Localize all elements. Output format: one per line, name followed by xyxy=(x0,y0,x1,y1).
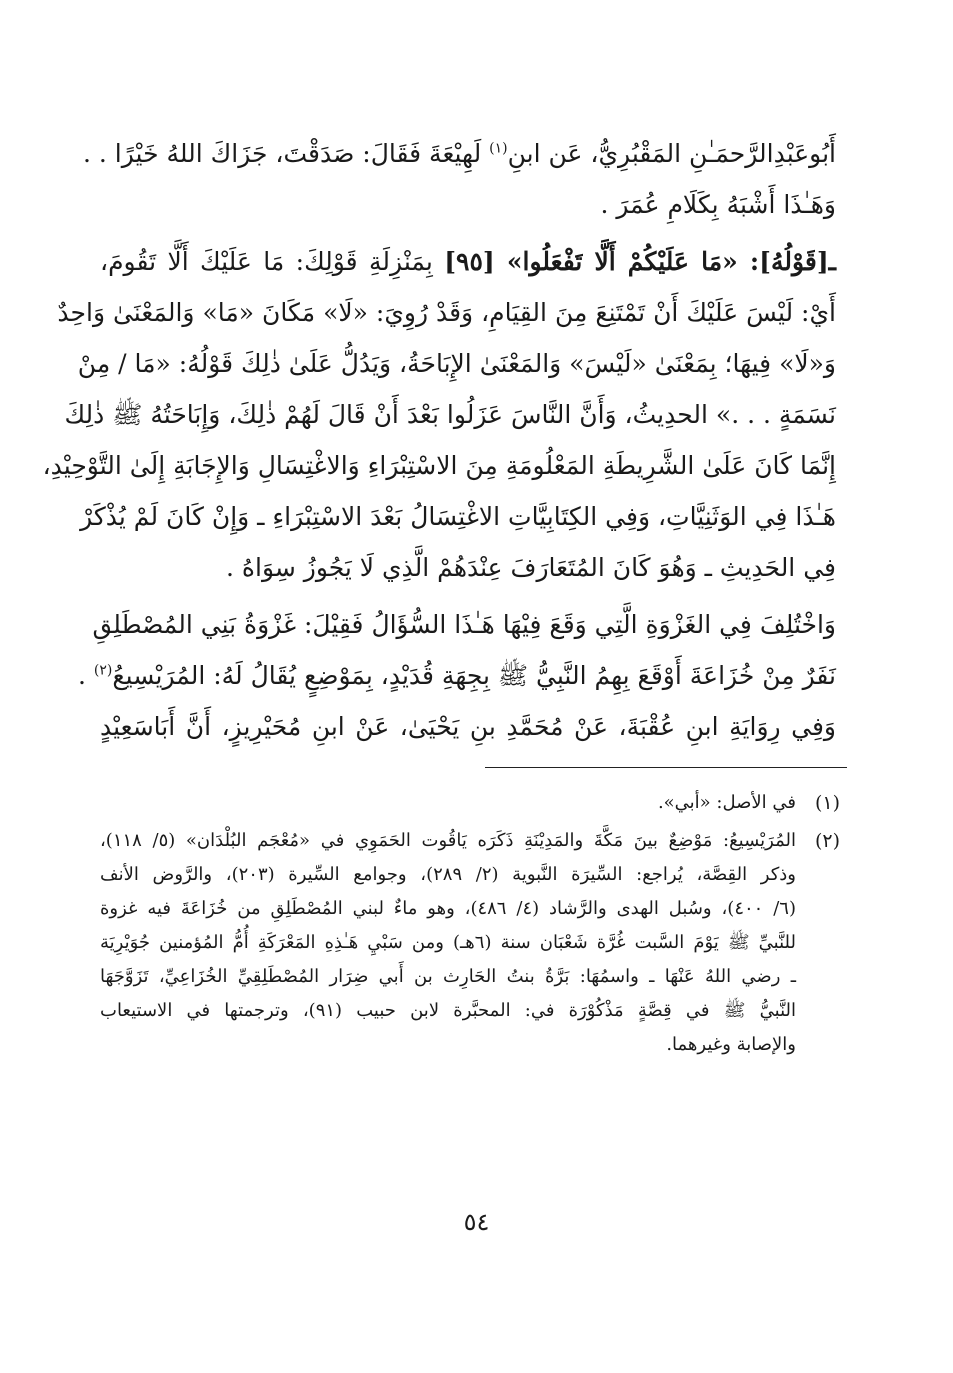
text-line-3-end: بِمَنْزِلَةِ قَوْلِكَ: مَا عَلَيْكَ أَلَّا تَقُومَ، xyxy=(100,247,445,276)
text-line-1 xyxy=(83,128,836,179)
footnote-2 xyxy=(100,824,840,1062)
page-number: ٥٤ xyxy=(463,1208,490,1236)
footnote-2-line-3: (٦/ ٤٠٠)، وسُبل الهدى والرَّشاد (٤/ ٤٨٦)، وهو ماءٌ لبني المُصْطَلِقِ من خُزَاعَةَ فيه غزوة xyxy=(100,898,796,919)
text-line-5: وَ«لَا» فِيهَا؛ بِمَعْنَىٰ «لَيْسَ» وَالمَعْنَىٰ الإِبَاحَةُ، وَيَدُلُّ عَلَىٰ ذٰلِكَ قَوْلُهُ: «مَا / مِنْ xyxy=(77,349,836,378)
footnote-1-number: (١) xyxy=(814,792,840,814)
text-line-11-end: . xyxy=(77,661,94,690)
text-line-2: وَهَـٰذَا أَشْبَهُ بِكَلَامِ عُمَرَ . xyxy=(600,190,836,219)
text-line-1-end: لَهِيْعَةَ فَقَالَ: صَدَقْتَ، جَزَاكَ اللهُ خَيْرًا . . xyxy=(83,139,490,168)
quoted-phrase: ـ[قَوْلُهُ]: «مَا عَلَيْكُمْ أَلَّا تَفْعَلُوا» [٩٥] xyxy=(444,247,837,276)
text-line-9: فِي الحَدِيثِ ـ وَهُوَ كَانَ المُتَعَارَفَ عِنْدَهُمْ الَّذِي لَا يَجُوزُ سِوَاهُ . xyxy=(226,553,836,582)
footnote-2-line-2: وذكر القِصَّة، يُراجع: السِّيرَة النَّبوية (٢/ ٢٨٩)، وجوامع السِّيرة (٢٠٣)، والرَّوض الأنف xyxy=(100,864,797,885)
text-line-12: وَفِي رِوَايَةِ ابنِ عُقْبَةَ، عَنْ مُحَمَّدِ بنِ يَحْيَىٰ، عَنْ ابنِ مُحَيْرِيزٍ، أَنَّ أَبَاسَعِيْدٍ xyxy=(100,712,836,741)
text-line-10: وَاخْتُلِفَ فِي الغَزْوَةِ الَّتِي وَقَعَ فِيْهَا هَـٰذَا السُّؤَالُ فَقِيْلَ: غَزْوَةُ بَنِي المُصْطَلِقِ xyxy=(92,610,836,639)
text-line-11-start: نَفَرٌ مِنْ خُزَاعَةَ أَوْقَعَ بِهِمُ النَّبِيُّ ﷺ بِجِهَةِ قُدَيْدٍ، بِمَوْضِعٍ يُقَالُ لَهُ: المُرَيْسِيعُ xyxy=(112,661,836,690)
footnotes-block xyxy=(100,786,840,1066)
text-line-3 xyxy=(100,236,836,287)
footnote-ref-1: (١) xyxy=(489,140,508,157)
main-text-block xyxy=(42,128,837,752)
footnote-separator xyxy=(485,767,847,768)
text-line-6: نَسَمَةٍ . . .» الحدِيثُ، وَأَنَّ النَّاسَ عَزَلُوا بَعْدَ أَنْ قَالَ لَهُمْ ذٰلِكَ، وَإِبَاحَتُهُ ﷺ ذٰلِكَ xyxy=(64,400,836,429)
footnote-2-line-4: للنَّبيِّ ﷺ يَوْمَ السَّبت غُرَّة شَعْبَان سنة (٦هـ) ومن سَبْيِ هَـٰذِهِ المَعْرَكَةِ أُمُّ المُؤمنين جُوَيْرِيَة xyxy=(100,932,796,953)
text-line-4: أَيْ: لَيْسَ عَلَيْكَ أَنْ تَمْتَنِعَ مِنَ القِيَامِ، وَقَدْ رُوِيَ: «لَا» مَكَانَ «مَا» وَالمَعْنَىٰ وَاحِدٌ xyxy=(57,298,836,327)
footnote-1-line-1: في الأصل: «أبي». xyxy=(657,792,796,813)
footnote-ref-2: (٢) xyxy=(93,662,113,679)
footnote-2-line-7: والإصابة وغيرهما. xyxy=(666,1034,796,1055)
footnote-2-line-6: النَّبيُّ ﷺ في قِصَّةٍ مَذْكُوْرَة في: المحبَّرة لابن حبيب (٩١)، وترجمتها في الاستيعاب xyxy=(100,1000,796,1021)
text-line-8: هَـٰذَا فِي الوَثَنِيَّاتِ، وَفِي الكِتَابِيَّاتِ الاغْتِسَالُ بَعْدَ الاسْتِبْرَاءِ ـ وَإِنْ كَانَ لَمْ يُذْكَرْ xyxy=(80,502,836,531)
text-line-7: إِنَّمَا كَانَ عَلَىٰ الشَّرِيطَةِ المَعْلُومَةِ مِنَ الاسْتِبْرَاءِ وَالاغْتِسَالِ وَالإِجَابَةِ إِلَىٰ التَّوْحِيْدِ، xyxy=(42,451,836,480)
footnote-1 xyxy=(100,786,840,820)
text-line-1-start: أَبُوعَبْدِالرَّحمَـٰنِ المَقْبُرِيُّ، عَن ابنِ xyxy=(507,139,836,168)
footnote-2-line-5: ـ رضي اللهُ عَنْهَا ـ واسمُهَا: بَرَّةُ بنتُ الحَارِث بن أَبي ضِرَار المُصْطَلِقِيِّ الخُزَاعِيِّ، تَزَوَّجَهَا xyxy=(100,966,796,987)
footnote-2-number: (٢) xyxy=(814,830,840,852)
text-line-11 xyxy=(77,650,836,701)
footnote-2-line-1: المُرَيْسِيعُ: مَوْضِعٌ بينَ مَكَّةَ والمَدِيْنَةِ ذَكَرَه يَاقُوت الحَمَوِي في «مُعْجَم البُلْدَان» (٥/ ١١٨)، xyxy=(100,830,796,851)
